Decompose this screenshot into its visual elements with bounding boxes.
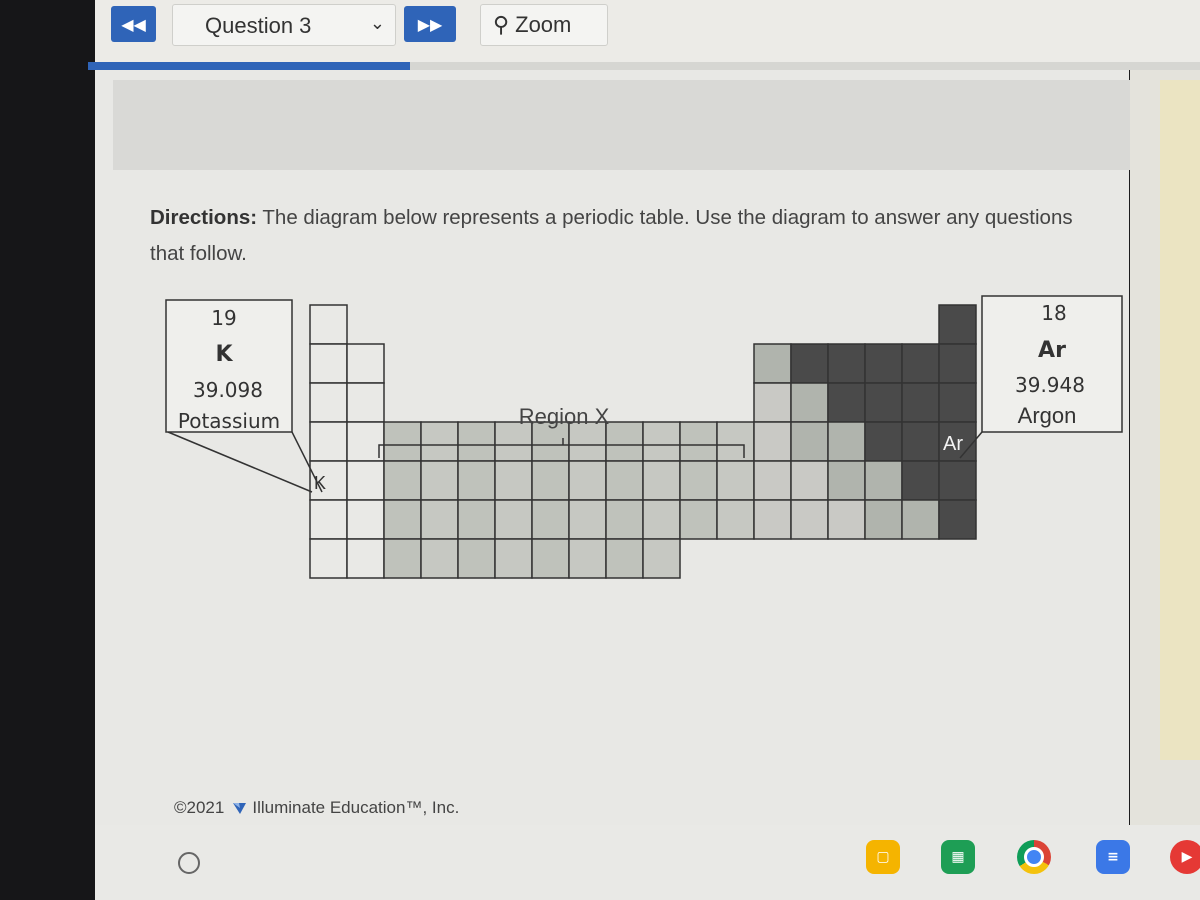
keep-icon[interactable]: ▢ [866,840,900,874]
cell-label-k: K [313,473,327,493]
element-cell [828,383,865,422]
element-cell [717,461,754,500]
element-cell [310,422,347,461]
element-cell [495,461,532,500]
chevron-down-icon: ⌄ [369,13,385,34]
directions-label: Directions: [150,206,258,229]
element-cell [606,500,643,539]
element-cell [458,500,495,539]
element-cell [532,539,569,578]
element-k-mass: 39.098 [193,378,263,402]
element-cell [384,539,421,578]
chrome-icon[interactable] [1017,840,1051,874]
element-ar-number: 18 [1041,301,1067,325]
element-cell [532,500,569,539]
search-icon: ⚲ [493,12,510,38]
element-cell [939,383,976,422]
element-cell [828,461,865,500]
element-cell [828,422,865,461]
callout-line-k-1 [168,432,312,492]
element-cell [791,383,828,422]
element-cell [902,344,939,383]
directions-body: The diagram below represents a periodic table. Use the diagram to answer any questions that follow. [150,206,1073,265]
zoom-label: Zoom [515,12,572,37]
sheets-icon[interactable]: ▦ [941,840,975,874]
element-cell [643,422,680,461]
element-cell [606,539,643,578]
element-cell [347,461,384,500]
element-cell [902,461,939,500]
element-cell [569,461,606,500]
periodic-table-grid [310,305,976,578]
element-k-name: Potassium [177,409,281,433]
element-cell [791,344,828,383]
element-cell [865,461,902,500]
element-cell [865,383,902,422]
element-cell [791,461,828,500]
element-cell [569,539,606,578]
element-cell [791,422,828,461]
docs-icon[interactable]: ≡ [1096,840,1130,874]
cell-label-ar: Ar [943,433,963,455]
element-cell [495,500,532,539]
element-cell [754,422,791,461]
launcher-icon[interactable] [178,852,200,874]
element-k-symbol: K [215,342,233,367]
question-select-label: Question 3 [205,13,312,38]
element-ar-mass: 39.948 [1015,373,1085,397]
element-cell [754,461,791,500]
footer-copyright [174,798,459,818]
element-k-number: 19 [211,306,237,330]
element-cell [791,500,828,539]
element-cell [902,422,939,461]
element-cell [754,344,791,383]
element-cell [384,461,421,500]
element-cell [421,539,458,578]
element-cell [347,383,384,422]
element-cell [310,305,347,344]
youtube-icon[interactable]: ▶ [1170,840,1200,874]
element-cell [865,422,902,461]
company-name: Illuminate Education™, Inc. [252,798,460,817]
element-cell [828,500,865,539]
element-cell [828,344,865,383]
element-cell [569,500,606,539]
element-cell [754,500,791,539]
element-cell [606,461,643,500]
element-cell [902,500,939,539]
element-cell [532,461,569,500]
element-cell [421,500,458,539]
element-cell [384,422,421,461]
element-cell [495,539,532,578]
copyright-year: ©2021 [174,798,225,817]
element-cell [643,500,680,539]
element-cell [643,461,680,500]
element-ar-symbol: Ar [1038,338,1066,363]
element-cell [458,422,495,461]
element-cell [310,344,347,383]
element-cell [865,344,902,383]
element-cell [421,461,458,500]
element-cell [347,500,384,539]
element-cell [902,383,939,422]
element-cell [680,461,717,500]
element-cell [458,461,495,500]
element-cell [865,500,902,539]
element-cell [458,539,495,578]
element-cell [421,422,458,461]
illuminate-logo-icon [232,800,248,816]
double-chevron-right-icon: ▶▶ [417,14,443,34]
element-cell [384,500,421,539]
chrome-center [1024,847,1044,867]
element-cell [680,422,717,461]
element-cell [310,383,347,422]
element-ar-name: Argon [1017,403,1077,428]
element-cell [939,305,976,344]
element-cell [939,344,976,383]
element-cell [347,344,384,383]
element-cell [939,461,976,500]
element-cell [606,422,643,461]
region-x-label: Region X [518,404,610,429]
element-cell [754,383,791,422]
element-cell [643,539,680,578]
element-cell [310,539,347,578]
element-cell [717,422,754,461]
element-cell [717,500,754,539]
double-chevron-left-icon: ◀◀ [121,14,146,34]
element-cell [939,500,976,539]
element-cell [347,539,384,578]
element-cell [310,500,347,539]
element-cell [680,500,717,539]
